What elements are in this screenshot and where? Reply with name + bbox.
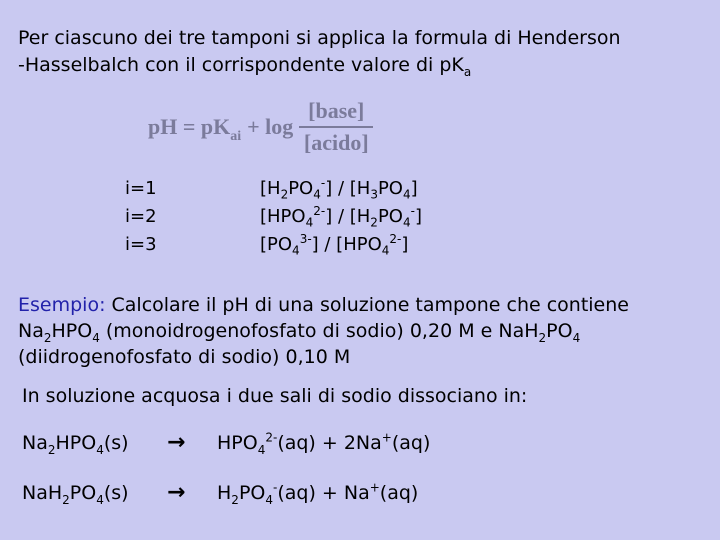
case-ratio: $[H_2PO_4^-] / [H_3PO_4]$	[260, 176, 418, 202]
formula-denominator: [acido]	[303, 130, 369, 155]
henderson-hasselbalch-formula	[148, 98, 373, 156]
example-line-2: $Na_2HPO_4$ (monoidrogenofosfato di sodio) 0,20 M e $NaH_2PO_4$	[18, 320, 581, 345]
formula-log: + log	[247, 114, 294, 139]
fraction-bar	[299, 126, 373, 128]
intro-text	[18, 25, 621, 79]
formula-fraction	[299, 98, 373, 156]
formula-numerator: [base]	[308, 98, 365, 123]
example-line-1: Esempio: Calcolare il pH di una soluzione tampone che contiene	[18, 294, 629, 316]
case-ratio: $[HPO_4^{2-}] / [H_2PO_4^-]$	[260, 204, 422, 230]
cases-list	[125, 175, 422, 259]
case-row: i=2 $[HPO_4^{2-}] / [H_2PO_4^-]$	[125, 204, 422, 230]
reaction-products: $HPO_4^{2-}(aq) + 2Na^+(aq)$	[217, 430, 431, 457]
arrow-icon: →	[167, 430, 186, 455]
intro-line-1: Per ciascuno dei tre tamponi si applica la formula di Henderson	[18, 27, 621, 49]
reaction-reactant: $Na_2HPO_4(s)$	[22, 431, 129, 457]
example-label: Esempio:	[18, 294, 106, 316]
case-row: i=1 $[H_2PO_4^-] / [H_3PO_4]$	[125, 176, 418, 202]
example-line-3: (diidrogenofosfato di sodio) 0,10 M	[18, 346, 351, 368]
reaction-products: $H_2PO_4^-(aq) + Na^+(aq)$	[217, 480, 419, 507]
example-block	[18, 292, 629, 370]
formula-lhs: pH = pK	[148, 114, 231, 139]
dissociation-text: In soluzione acquosa i due sali di sodio dissociano in:	[22, 385, 528, 407]
case-row: i=3 $[PO_4^{3-}] / [HPO_4^{2-}]$	[125, 232, 409, 258]
reaction-reactant: $NaH_2PO_4(s)$	[22, 481, 129, 507]
formula-subscript: ai	[230, 129, 242, 144]
reaction-row	[22, 480, 418, 505]
intro-line-2: -Hasselbalch con il corrispondente valore di $pK_a$	[18, 54, 472, 79]
reaction-row	[22, 430, 430, 455]
case-ratio: $[PO_4^{3-}] / [HPO_4^{2-}]$	[260, 232, 409, 258]
arrow-icon: →	[167, 480, 186, 505]
